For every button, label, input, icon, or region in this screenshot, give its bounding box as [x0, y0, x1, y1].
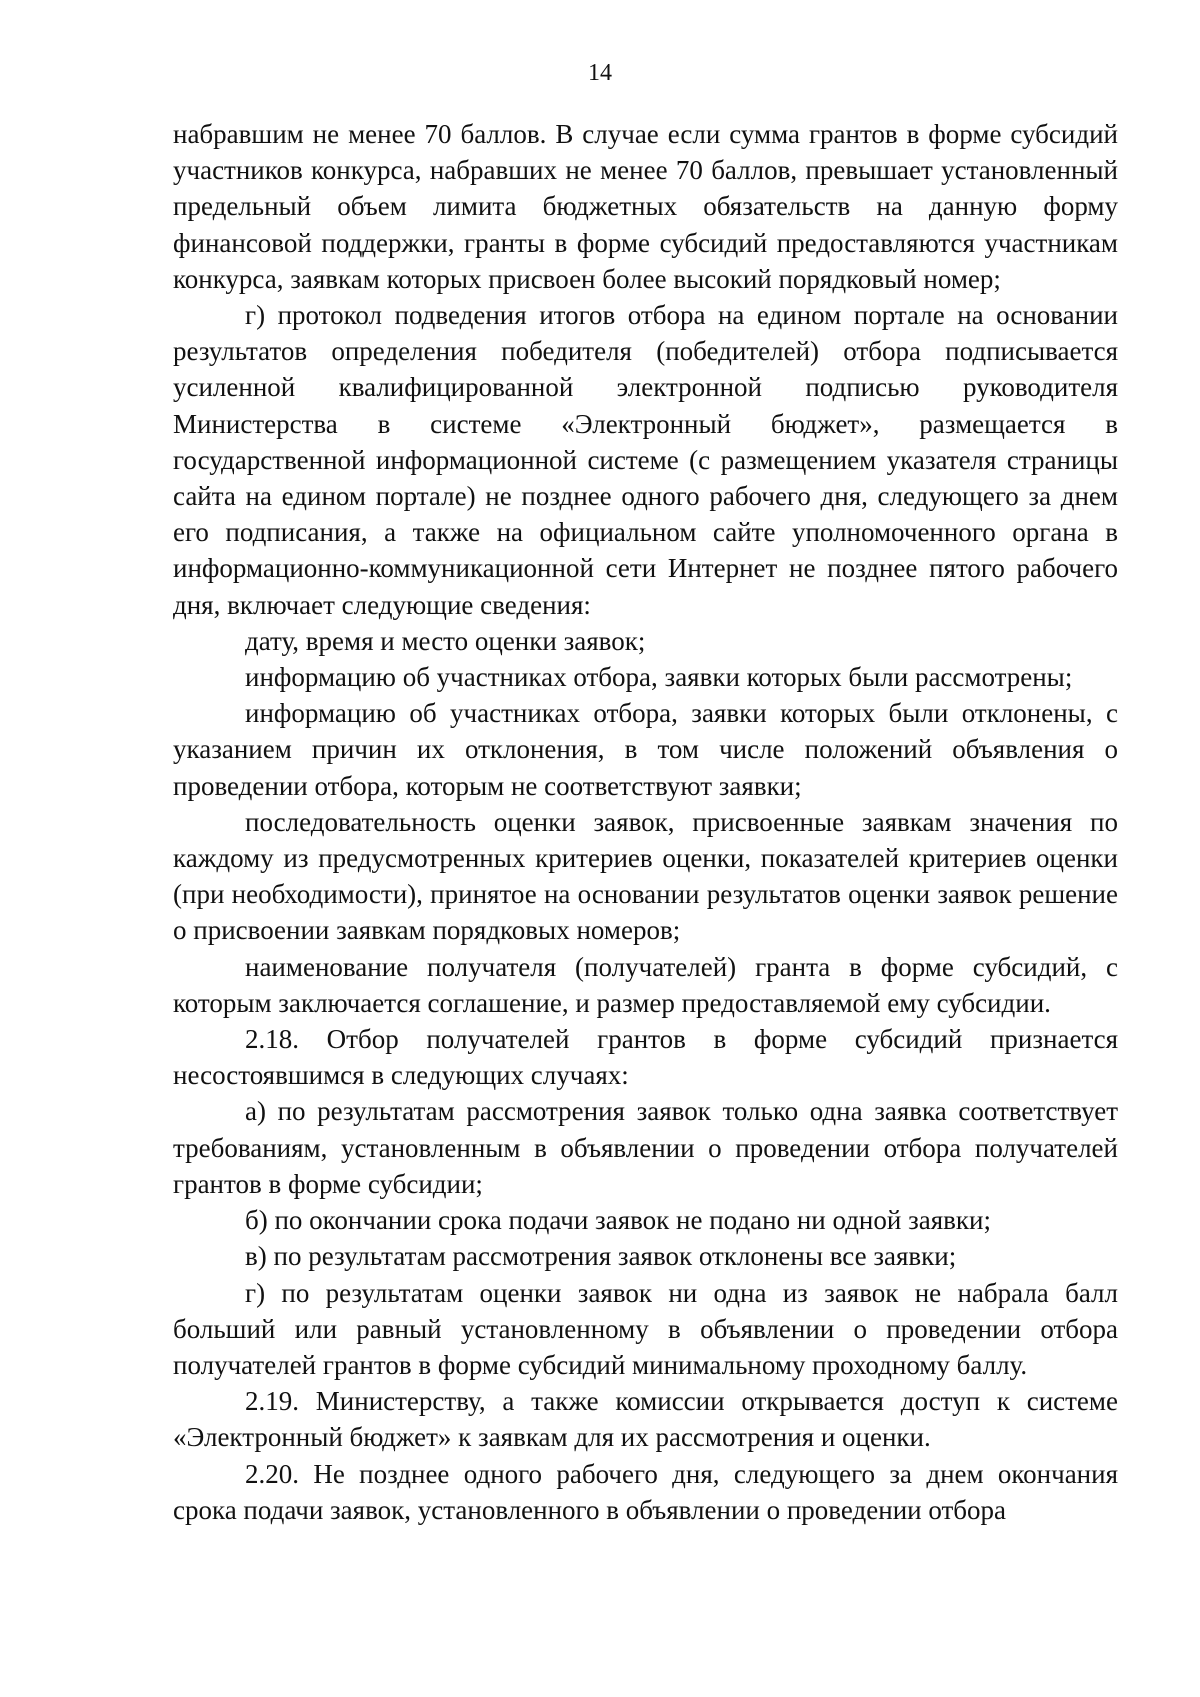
- paragraph: 2.20. Не позднее одного рабочего дня, следующего за днем окончания срока подачи заявок, установленного в объявлении о проведении отбора: [173, 1458, 1118, 1525]
- document-body: [173, 116, 1118, 1528]
- paragraph: набравшим не менее 70 баллов. В случае если сумма грантов в форме субсидий участников конкурса, набравших не менее 70 баллов, превышает установленный предельный объем лимита бюджетных обязательств на данную форму финансовой поддержки, гранты в форме субсидий предоставляются участникам конкурса, заявкам которых присвоен более высокий порядковый номер;: [173, 119, 1118, 294]
- paragraph: информацию об участниках отбора, заявки которых были рассмотрены;: [245, 662, 1073, 693]
- paragraph: наименование получателя (получателей) гранта в форме субсидий, с которым заключается соглашение, и размер предоставляемой ему субсидии.: [173, 951, 1118, 1018]
- paragraph: 2.19. Министерству, а также комиссии открывается доступ к системе «Электронный бюджет» к заявкам для их рассмотрения и оценки.: [173, 1386, 1118, 1453]
- paragraph: б) по окончании срока подачи заявок не подано ни одной заявки;: [245, 1205, 991, 1236]
- paragraph: дату, время и место оценки заявок;: [245, 625, 646, 656]
- page-number: 14: [588, 60, 612, 86]
- paragraph: последовательность оценки заявок, присвоенные заявкам значения по каждому из предусмотренных критериев оценки, показателей критериев оценки (при необходимости), принятое на основании результатов оценки заявок решение о присвоении заявкам порядковых номеров;: [173, 806, 1118, 946]
- paragraph: информацию об участниках отбора, заявки которых были отклонены, с указанием причин их отклонения, в том числе положений объявления о проведении отбора, которым не соответствуют заявки;: [173, 698, 1118, 801]
- paragraph: а) по результатам рассмотрения заявок только одна заявка соответствует требованиям, установленным в объявлении о проведении отбора получателей грантов в форме субсидии;: [173, 1096, 1118, 1199]
- paragraph: г) протокол подведения итогов отбора на едином портале на основании результатов определения победителя (победителей) отбора подписывается усиленной квалифицированной электронной подписью руководителя Министерства в системе «Электронный бюджет», размещается в государственной информационной системе (с размещением указателя страницы сайта на едином портале) не позднее одного рабочего дня, следующего за днем его подписания, а также на официальном сайте уполномоченного органа в информационно-коммуникационной сети Интернет не позднее пятого рабочего дня, включает следующие сведения:: [173, 300, 1118, 620]
- paragraph: в) по результатам рассмотрения заявок отклонены все заявки;: [245, 1241, 957, 1272]
- paragraph: 2.18. Отбор получателей грантов в форме субсидий признается несостоявшимся в следующих случаях:: [173, 1024, 1118, 1091]
- paragraph: г) по результатам оценки заявок ни одна из заявок не набрала балл больший или равный установленному в объявлении о проведении отбора получателей грантов в форме субсидий минимальному проходному баллу.: [173, 1277, 1118, 1380]
